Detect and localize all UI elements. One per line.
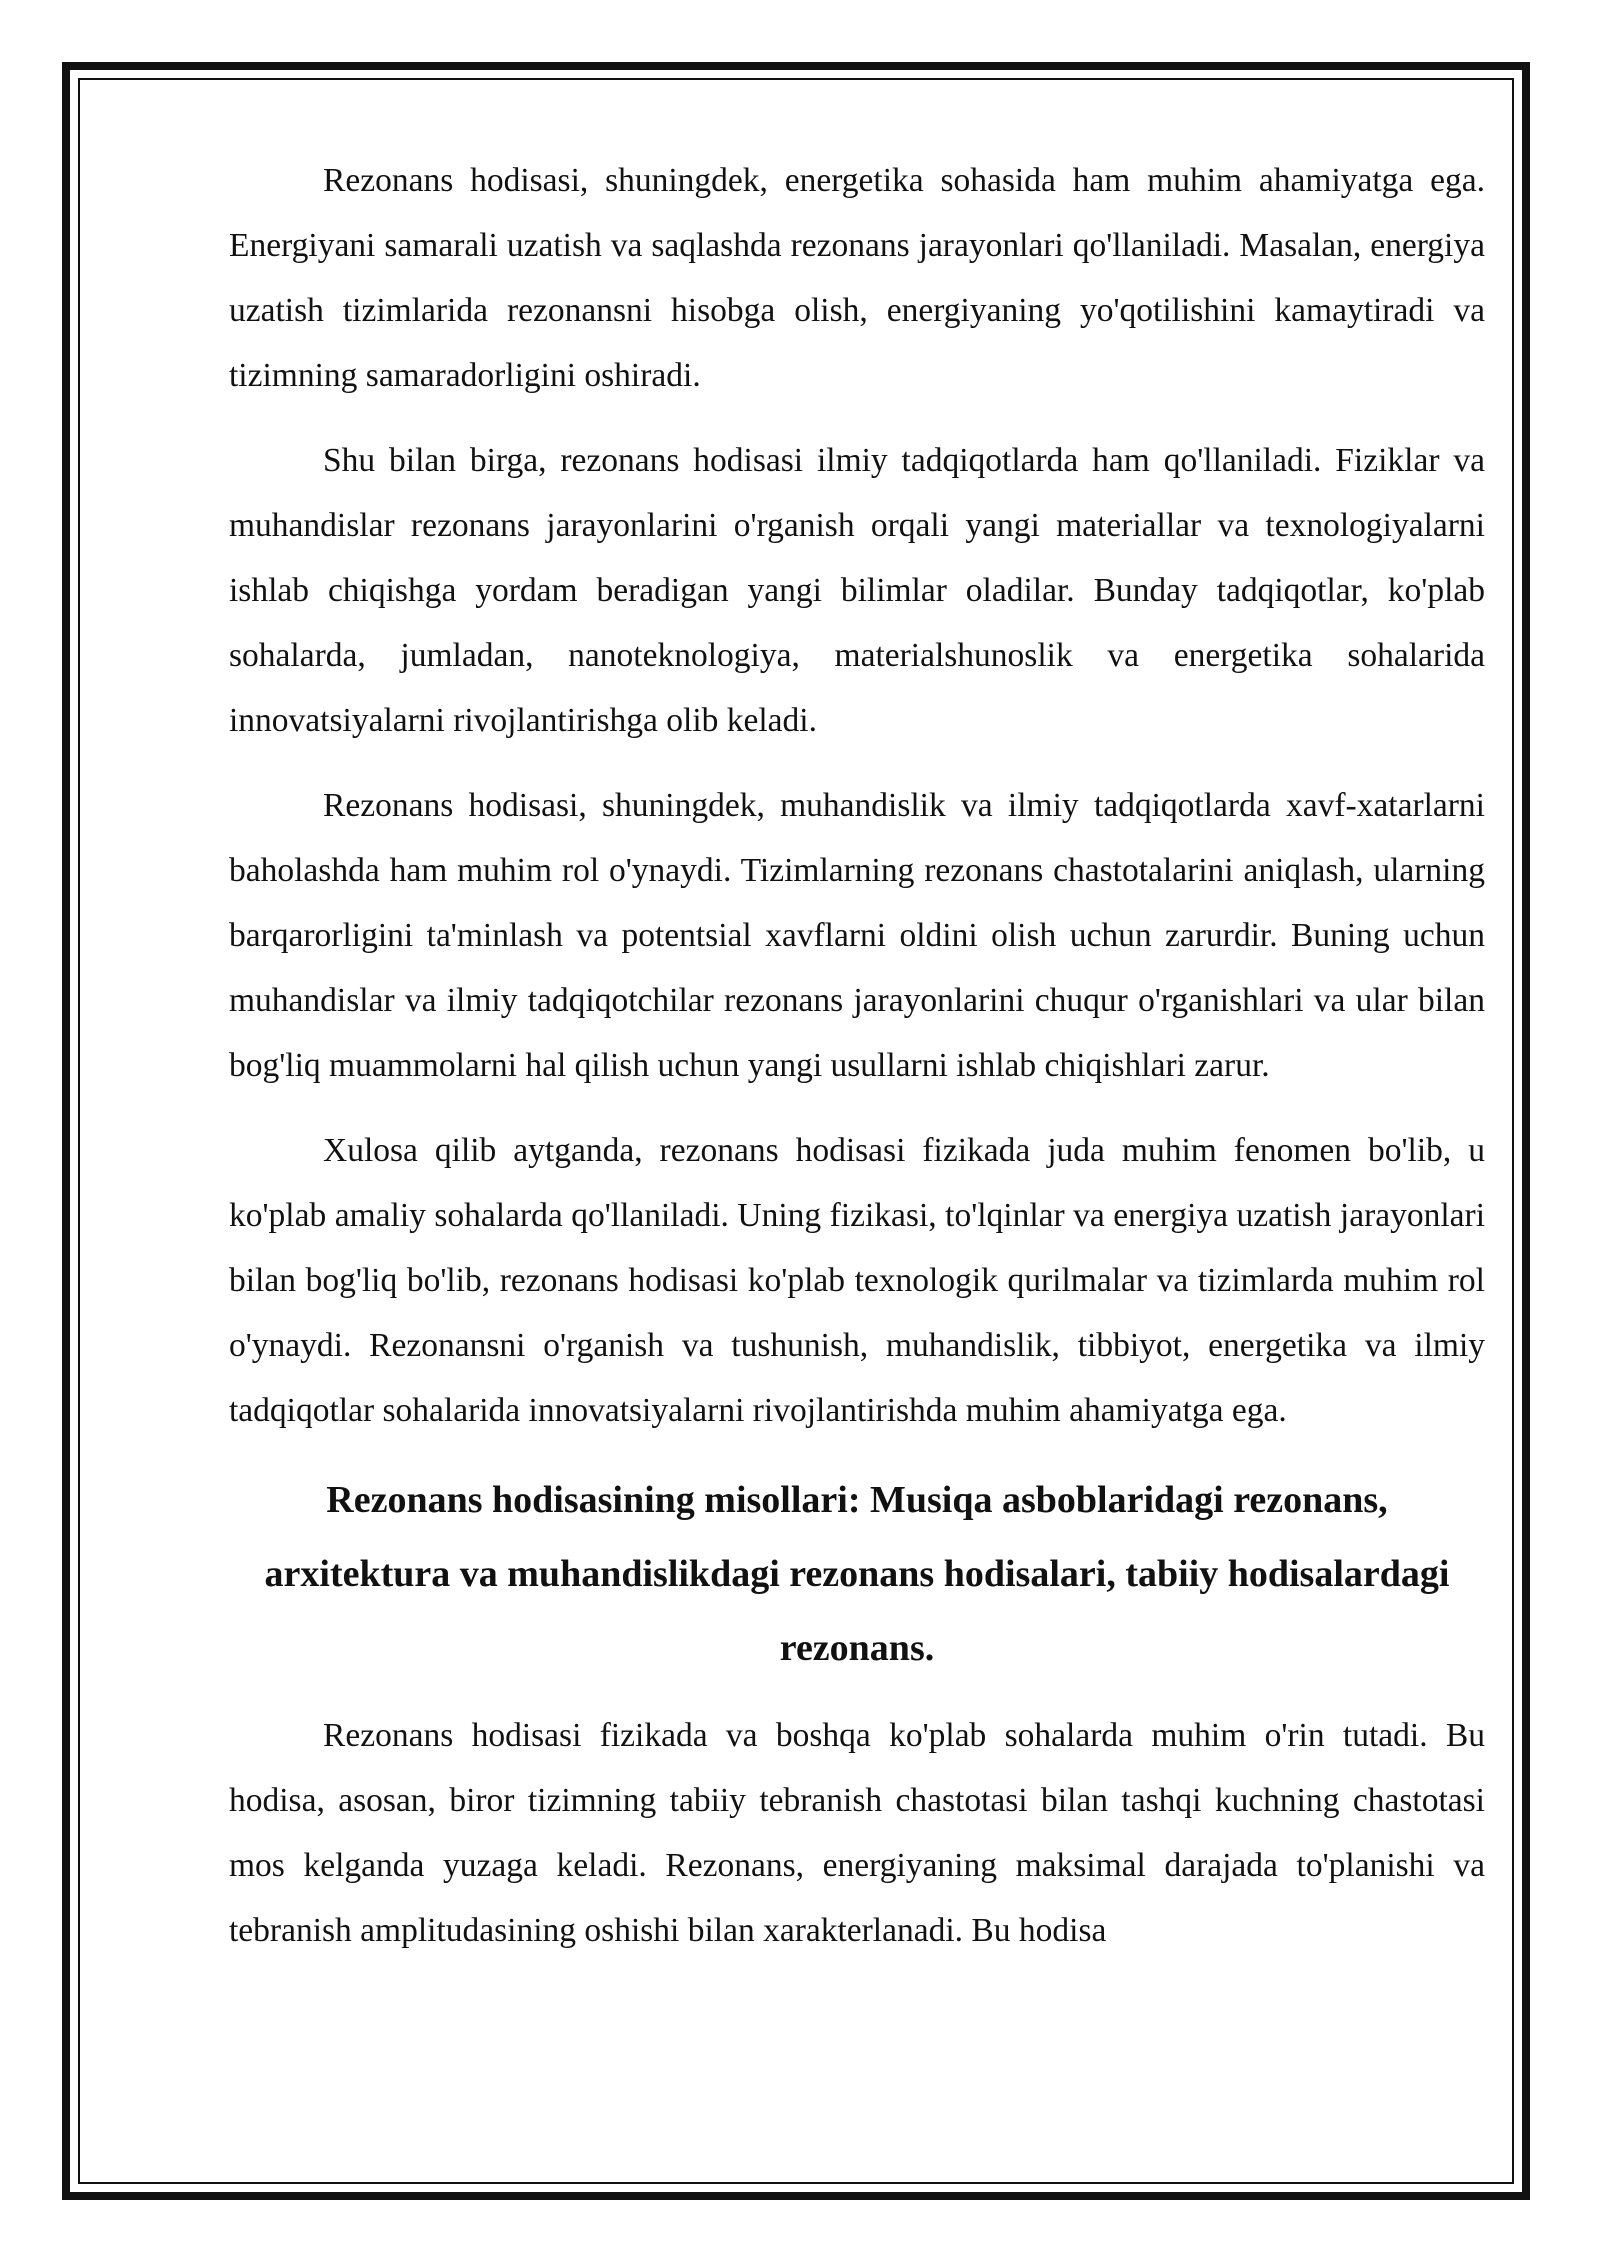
paragraph: Rezonans hodisasi, shuningdek, energetika sohasida ham muhim ahamiyatga ega. Energiyani samarali uzatish va saqlashda rezonans jarayonlari qo'llaniladi. Masalan, energiya uzatish tizimlarida rezonansni hisobga olish, energiyaning yo'qotilishini kamaytiradi va tizimning samaradorligini oshiradi. xyxy=(229,162,1485,394)
page-content xyxy=(229,148,1485,1983)
paragraph: Shu bilan birga, rezonans hodisasi ilmiy tadqiqotlarda ham qo'llaniladi. Fiziklar va muhandislar rezonans jarayonlarini o'rganish orqali yangi materiallar va texnologiyalarni ishlab chiqishga yordam beradigan yangi bilimlar oladilar. Bunday tadqiqotlar, ko'plab sohalarda, jumladan, nanoteknologiya, materialshunoslik va energetika sohalarida innovatsiyalarni rivojlantirishga olib keladi. xyxy=(229,442,1485,739)
paragraph: Xulosa qilib aytganda, rezonans hodisasi fizikada juda muhim fenomen bo'lib, u ko'plab amaliy sohalarda qo'llaniladi. Uning fizikasi, to'lqinlar va energiya uzatish jarayonlari bilan bog'liq bo'lib, rezonans hodisasi ko'plab texnologik qurilmalar va tizimlarda muhim rol o'ynaydi. Rezonansni o'rganish va tushunish, muhandislik, tibbiyot, energetika va ilmiy tadqiqotlar sohalarida innovatsiyalarni rivojlantirishda muhim ahamiyatga ega. xyxy=(229,1132,1485,1429)
paragraph: Rezonans hodisasi, shuningdek, muhandislik va ilmiy tadqiqotlarda xavf-xatarlarni baholashda ham muhim rol o'ynaydi. Tizimlarning rezonans chastotalarini aniqlash, ularning barqarorligini ta'minlash va potentsial xavflarni oldini olish uchun zarurdir. Buning uchun muhandislar va ilmiy tadqiqotchilar rezonans jarayonlarini chuqur o'rganishlari va ular bilan bog'liq muammolarni hal qilish uchun yangi usullarni ishlab chiqishlari zarur. xyxy=(229,787,1485,1084)
paragraph: Rezonans hodisasi fizikada va boshqa ko'plab sohalarda muhim o'rin tutadi. Bu hodisa, asosan, biror tizimning tabiiy tebranish chastotasi bilan tashqi kuchning chastotasi mos kelganda yuzaga keladi. Rezonans, energiyaning maksimal darajada to'planishi va tebranish amplitudasining oshishi bilan xarakterlanadi. Bu hodisa xyxy=(229,1717,1485,1949)
section-heading: Rezonans hodisasining misollari: Musiqa asboblaridagi rezonans, arxitektura va muhandislikdagi rezonans hodisalari, tabiiy hodisalardagi rezonans. xyxy=(264,1479,1450,1669)
